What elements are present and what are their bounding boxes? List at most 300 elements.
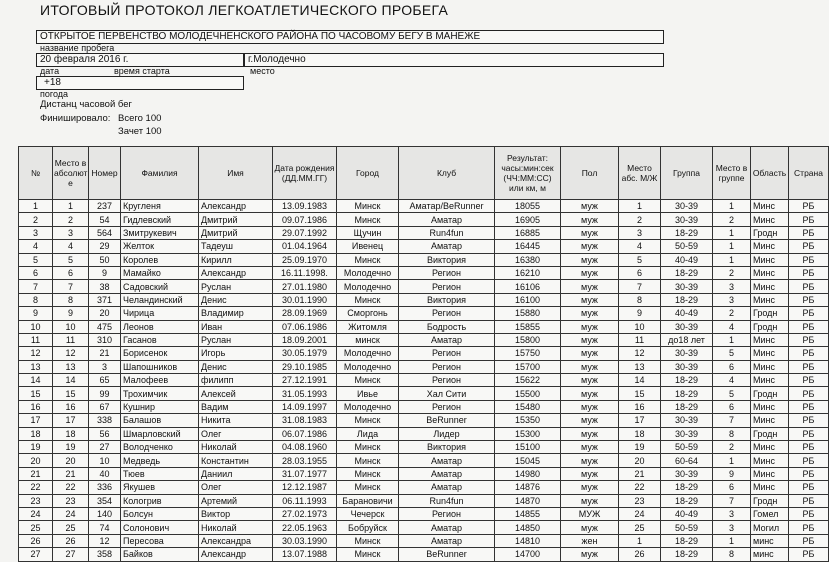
table-row: [19, 253, 829, 266]
city-cell: Лида: [337, 427, 399, 440]
age-group-cell: 18-29: [661, 400, 713, 413]
city-cell: Чечерск: [337, 507, 399, 520]
result-cell: 15500: [495, 387, 561, 400]
age-group-cell: 30-39: [661, 427, 713, 440]
abs-place-cell: 17: [53, 414, 89, 427]
age-group-cell: 30-39: [661, 280, 713, 293]
club-cell: Аматар: [399, 481, 495, 494]
place-label: место: [250, 66, 275, 76]
country-cell: РБ: [789, 427, 829, 440]
surname-cell: Пересова: [121, 534, 199, 547]
club-cell: Аматар/BeRunner: [399, 200, 495, 213]
event-name: ОТКРЫТОЕ ПЕРВЕНСТВО МОЛОДЕЧНЕНСКОГО РАЙОНА ПО ЧАСОВОМУ БЕГУ В МАНЕЖЕ: [40, 31, 481, 42]
country-cell: РБ: [789, 200, 829, 213]
birthdate-cell: 18.09.2001: [273, 333, 337, 346]
first-name-cell: Денис: [199, 360, 273, 373]
bib-cell: 65: [89, 374, 121, 387]
weather-label: погода: [40, 89, 69, 99]
bib-cell: 67: [89, 400, 121, 413]
group-place-cell: 3: [713, 280, 751, 293]
result-cell: 15480: [495, 400, 561, 413]
gender-place-cell: 3: [619, 226, 661, 239]
group-place-cell: 3: [713, 293, 751, 306]
table-row: [19, 293, 829, 306]
bib-cell: 371: [89, 293, 121, 306]
age-group-cell: 18-29: [661, 534, 713, 547]
club-cell: Аматар: [399, 213, 495, 226]
group-place-cell: 2: [713, 307, 751, 320]
gender-cell: муж: [561, 213, 619, 226]
club-cell: Регион: [399, 360, 495, 373]
gender-place-cell: 6: [619, 266, 661, 279]
row-number-cell: 27: [19, 548, 53, 561]
first-name-cell: Владимир: [199, 307, 273, 320]
gender-place-cell: 22: [619, 481, 661, 494]
gender-cell: муж: [561, 307, 619, 320]
club-cell: Аматар: [399, 467, 495, 480]
gender-cell: муж: [561, 481, 619, 494]
total-count: Всего 100: [118, 113, 162, 124]
gender-place-cell: 24: [619, 507, 661, 520]
table-row: [19, 347, 829, 360]
surname-cell: Солонович: [121, 521, 199, 534]
surname-cell: Кушнир: [121, 400, 199, 413]
country-cell: РБ: [789, 548, 829, 561]
abs-place-cell: 8: [53, 293, 89, 306]
table-row: [19, 414, 829, 427]
birthdate-cell: 09.07.1986: [273, 213, 337, 226]
city-cell: Барановичи: [337, 494, 399, 507]
gender-cell: МУЖ: [561, 507, 619, 520]
group-place-cell: 4: [713, 374, 751, 387]
surname-cell: Малофеев: [121, 374, 199, 387]
region-cell: Могил: [751, 521, 789, 534]
bib-cell: 10: [89, 454, 121, 467]
club-cell: Хал Сити: [399, 387, 495, 400]
col-header-birthdate: Дата рождения (ДД.ММ.ГГ): [273, 147, 337, 200]
birthdate-cell: 27.02.1973: [273, 507, 337, 520]
city-cell: Минск: [337, 374, 399, 387]
abs-place-cell: 11: [53, 333, 89, 346]
surname-cell: Болсун: [121, 507, 199, 520]
row-number-cell: 22: [19, 481, 53, 494]
surname-cell: Кругленя: [121, 200, 199, 213]
surname-cell: Борисенок: [121, 347, 199, 360]
first-name-cell: Тадеуш: [199, 240, 273, 253]
bib-cell: 54: [89, 213, 121, 226]
birthdate-cell: 30.01.1990: [273, 293, 337, 306]
country-cell: РБ: [789, 481, 829, 494]
group-place-cell: 7: [713, 414, 751, 427]
table-row: [19, 534, 829, 547]
bib-cell: 9: [89, 266, 121, 279]
city-cell: Ивье: [337, 387, 399, 400]
first-name-cell: Денис: [199, 293, 273, 306]
region-cell: Гродн: [751, 387, 789, 400]
col-header-group-place: Место в группе: [713, 147, 751, 200]
birthdate-cell: 29.07.1992: [273, 226, 337, 239]
first-name-cell: Александр: [199, 200, 273, 213]
table-row: [19, 494, 829, 507]
table-row: [19, 427, 829, 440]
result-cell: 14980: [495, 467, 561, 480]
gender-cell: муж: [561, 441, 619, 454]
first-name-cell: Константин: [199, 454, 273, 467]
age-group-cell: 30-39: [661, 467, 713, 480]
gender-cell: жен: [561, 534, 619, 547]
club-cell: Аматар: [399, 521, 495, 534]
result-cell: 14870: [495, 494, 561, 507]
age-group-cell: 30-39: [661, 213, 713, 226]
first-name-cell: Игорь: [199, 347, 273, 360]
region-cell: Гродн: [751, 226, 789, 239]
birthdate-cell: 13.07.1988: [273, 548, 337, 561]
bib-cell: 20: [89, 307, 121, 320]
gender-place-cell: 23: [619, 494, 661, 507]
country-cell: РБ: [789, 454, 829, 467]
gender-place-cell: 15: [619, 387, 661, 400]
first-name-cell: Иван: [199, 320, 273, 333]
gender-place-cell: 17: [619, 414, 661, 427]
age-group-cell: 18-29: [661, 226, 713, 239]
region-cell: Минс: [751, 333, 789, 346]
age-group-cell: 40-49: [661, 307, 713, 320]
region-cell: Минс: [751, 481, 789, 494]
region-cell: Минс: [751, 266, 789, 279]
age-group-cell: 50-59: [661, 441, 713, 454]
birthdate-cell: 28.09.1969: [273, 307, 337, 320]
club-cell: Виктория: [399, 441, 495, 454]
group-place-cell: 7: [713, 494, 751, 507]
club-cell: Регион: [399, 280, 495, 293]
table-row: [19, 374, 829, 387]
abs-place-cell: 20: [53, 454, 89, 467]
credited-count: Зачет 100: [118, 126, 162, 137]
gender-cell: муж: [561, 427, 619, 440]
row-number-cell: 5: [19, 253, 53, 266]
club-cell: BeRunner: [399, 414, 495, 427]
group-place-cell: 3: [713, 521, 751, 534]
row-number-cell: 11: [19, 333, 53, 346]
result-cell: 15350: [495, 414, 561, 427]
country-cell: РБ: [789, 414, 829, 427]
surname-cell: Садовский: [121, 280, 199, 293]
abs-place-cell: 19: [53, 441, 89, 454]
first-name-cell: Александр: [199, 548, 273, 561]
row-number-cell: 19: [19, 441, 53, 454]
group-place-cell: 1: [713, 240, 751, 253]
club-cell: Аматар: [399, 454, 495, 467]
city-cell: минск: [337, 333, 399, 346]
first-name-cell: Николай: [199, 441, 273, 454]
group-place-cell: 1: [713, 226, 751, 239]
club-cell: Регион: [399, 400, 495, 413]
club-cell: Аматар: [399, 333, 495, 346]
city-cell: Бобруйск: [337, 521, 399, 534]
row-number-cell: 1: [19, 200, 53, 213]
region-cell: Минс: [751, 253, 789, 266]
age-group-cell: 50-59: [661, 521, 713, 534]
city-cell: Житомля: [337, 320, 399, 333]
bib-cell: 475: [89, 320, 121, 333]
group-place-cell: 8: [713, 427, 751, 440]
surname-cell: Байков: [121, 548, 199, 561]
table-row: [19, 548, 829, 561]
first-name-cell: Николай: [199, 521, 273, 534]
country-cell: РБ: [789, 494, 829, 507]
birthdate-cell: 29.10.1985: [273, 360, 337, 373]
country-cell: РБ: [789, 320, 829, 333]
gender-cell: муж: [561, 387, 619, 400]
gender-cell: муж: [561, 414, 619, 427]
col-header-result: Результат: часы:мин:сек (ЧЧ:ММ:СС) или км, м: [495, 147, 561, 200]
date-box: [36, 53, 244, 67]
table-row: [19, 360, 829, 373]
age-group-cell: 18-29: [661, 266, 713, 279]
country-cell: РБ: [789, 253, 829, 266]
gender-cell: муж: [561, 266, 619, 279]
gender-place-cell: 11: [619, 333, 661, 346]
city-cell: Молодечно: [337, 280, 399, 293]
region-cell: Минс: [751, 240, 789, 253]
col-header-region: Область: [751, 147, 789, 200]
city-cell: Минск: [337, 200, 399, 213]
birthdate-cell: 27.01.1980: [273, 280, 337, 293]
gender-place-cell: 8: [619, 293, 661, 306]
country-cell: РБ: [789, 266, 829, 279]
gender-cell: муж: [561, 521, 619, 534]
result-cell: 14876: [495, 481, 561, 494]
gender-place-cell: 26: [619, 548, 661, 561]
club-cell: Виктория: [399, 293, 495, 306]
group-place-cell: 8: [713, 548, 751, 561]
group-place-cell: 1: [713, 200, 751, 213]
region-cell: минс: [751, 534, 789, 547]
row-number-cell: 10: [19, 320, 53, 333]
gender-cell: муж: [561, 400, 619, 413]
birthdate-cell: 06.11.1993: [273, 494, 337, 507]
bib-cell: 3: [89, 360, 121, 373]
distance-text: Дистанц часовой бег: [40, 99, 132, 110]
bib-cell: 74: [89, 521, 121, 534]
weather-box: [36, 76, 244, 90]
gender-cell: муж: [561, 548, 619, 561]
club-cell: Регион: [399, 347, 495, 360]
abs-place-cell: 3: [53, 226, 89, 239]
surname-cell: Гасанов: [121, 333, 199, 346]
club-cell: Виктория: [399, 253, 495, 266]
bib-cell: 358: [89, 548, 121, 561]
gender-cell: муж: [561, 333, 619, 346]
region-cell: Минс: [751, 374, 789, 387]
gender-place-cell: 1: [619, 200, 661, 213]
region-cell: Гродн: [751, 494, 789, 507]
abs-place-cell: 27: [53, 548, 89, 561]
result-cell: 16905: [495, 213, 561, 226]
abs-place-cell: 15: [53, 387, 89, 400]
surname-cell: Кологрив: [121, 494, 199, 507]
gender-cell: муж: [561, 240, 619, 253]
country-cell: РБ: [789, 507, 829, 520]
event-name-label: название пробега: [40, 43, 115, 53]
birthdate-cell: 04.08.1960: [273, 441, 337, 454]
table-row: [19, 333, 829, 346]
birthdate-cell: 30.05.1979: [273, 347, 337, 360]
surname-cell: Челандинский: [121, 293, 199, 306]
bib-cell: 99: [89, 387, 121, 400]
col-header-gender: Пол: [561, 147, 619, 200]
col-header-group: Группа: [661, 147, 713, 200]
result-cell: 14810: [495, 534, 561, 547]
row-number-cell: 26: [19, 534, 53, 547]
age-group-cell: 18-29: [661, 548, 713, 561]
gender-place-cell: 13: [619, 360, 661, 373]
abs-place-cell: 23: [53, 494, 89, 507]
col-header-city: Город: [337, 147, 399, 200]
group-place-cell: 2: [713, 213, 751, 226]
table-row: [19, 507, 829, 520]
bib-cell: 21: [89, 347, 121, 360]
group-place-cell: 4: [713, 320, 751, 333]
group-place-cell: 1: [713, 253, 751, 266]
group-place-cell: 5: [713, 387, 751, 400]
region-cell: Гродн: [751, 427, 789, 440]
first-name-cell: Виктор: [199, 507, 273, 520]
club-cell: Аматар: [399, 240, 495, 253]
city-cell: Минск: [337, 454, 399, 467]
gender-cell: муж: [561, 347, 619, 360]
birthdate-cell: 31.05.1993: [273, 387, 337, 400]
result-cell: 15300: [495, 427, 561, 440]
gender-place-cell: 9: [619, 307, 661, 320]
birthdate-cell: 06.07.1986: [273, 427, 337, 440]
first-name-cell: Никита: [199, 414, 273, 427]
age-group-cell: до18 лет: [661, 333, 713, 346]
club-cell: Регион: [399, 374, 495, 387]
table-row: [19, 266, 829, 279]
group-place-cell: 6: [713, 360, 751, 373]
birthdate-cell: 12.12.1987: [273, 481, 337, 494]
region-cell: Минс: [751, 360, 789, 373]
city-cell: Ивенец: [337, 240, 399, 253]
event-date: 20 февраля 2016 г.: [40, 54, 129, 65]
row-number-cell: 4: [19, 240, 53, 253]
surname-cell: Якушев: [121, 481, 199, 494]
age-group-cell: 18-29: [661, 293, 713, 306]
birthdate-cell: 13.09.1983: [273, 200, 337, 213]
bib-cell: 354: [89, 494, 121, 507]
surname-cell: Чирица: [121, 307, 199, 320]
birthdate-cell: 30.03.1990: [273, 534, 337, 547]
surname-cell: Трохимчик: [121, 387, 199, 400]
abs-place-cell: 1: [53, 200, 89, 213]
city-cell: Сморгонь: [337, 307, 399, 320]
surname-cell: Балашов: [121, 414, 199, 427]
result-cell: 16100: [495, 293, 561, 306]
birthdate-cell: 28.03.1955: [273, 454, 337, 467]
group-place-cell: 9: [713, 467, 751, 480]
start-time-label: время старта: [114, 66, 170, 76]
gender-place-cell: 5: [619, 253, 661, 266]
city-cell: Минск: [337, 548, 399, 561]
result-cell: 15800: [495, 333, 561, 346]
gender-place-cell: 10: [619, 320, 661, 333]
age-group-cell: 30-39: [661, 320, 713, 333]
first-name-cell: Олег: [199, 427, 273, 440]
first-name-cell: Кирилл: [199, 253, 273, 266]
first-name-cell: Руслан: [199, 280, 273, 293]
gender-cell: муж: [561, 280, 619, 293]
region-cell: Минс: [751, 347, 789, 360]
row-number-cell: 7: [19, 280, 53, 293]
row-number-cell: 8: [19, 293, 53, 306]
birthdate-cell: 22.05.1963: [273, 521, 337, 534]
city-cell: Минск: [337, 534, 399, 547]
region-cell: Минс: [751, 280, 789, 293]
bib-cell: 338: [89, 414, 121, 427]
city-cell: Щучин: [337, 226, 399, 239]
gender-place-cell: 25: [619, 521, 661, 534]
row-number-cell: 9: [19, 307, 53, 320]
row-number-cell: 15: [19, 387, 53, 400]
surname-cell: Володченко: [121, 441, 199, 454]
city-cell: Минск: [337, 414, 399, 427]
col-header-bib: Номер: [89, 147, 121, 200]
gender-cell: муж: [561, 454, 619, 467]
table-row: [19, 307, 829, 320]
table-row: [19, 387, 829, 400]
birthdate-cell: 14.09.1997: [273, 400, 337, 413]
birthdate-cell: 16.11.1998.: [273, 266, 337, 279]
group-place-cell: 6: [713, 481, 751, 494]
country-cell: РБ: [789, 213, 829, 226]
region-cell: Минс: [751, 200, 789, 213]
city-cell: Минск: [337, 293, 399, 306]
abs-place-cell: 22: [53, 481, 89, 494]
first-name-cell: Александр: [199, 266, 273, 279]
city-cell: Молодечно: [337, 266, 399, 279]
group-place-cell: 2: [713, 441, 751, 454]
result-cell: 15855: [495, 320, 561, 333]
age-group-cell: 50-59: [661, 240, 713, 253]
gender-place-cell: 1: [619, 534, 661, 547]
table-row: [19, 454, 829, 467]
table-row: [19, 400, 829, 413]
row-number-cell: 12: [19, 347, 53, 360]
abs-place-cell: 18: [53, 427, 89, 440]
club-cell: Аматар: [399, 534, 495, 547]
result-cell: 15700: [495, 360, 561, 373]
first-name-cell: Даниил: [199, 467, 273, 480]
region-cell: Минс: [751, 454, 789, 467]
gender-place-cell: 14: [619, 374, 661, 387]
city-cell: Минск: [337, 213, 399, 226]
region-cell: Гродн: [751, 320, 789, 333]
city-cell: Минск: [337, 467, 399, 480]
gender-cell: муж: [561, 467, 619, 480]
city-cell: Молодечно: [337, 347, 399, 360]
surname-cell: Змитрукевич: [121, 226, 199, 239]
results-table: [18, 146, 829, 562]
region-cell: Минс: [751, 441, 789, 454]
result-cell: 16885: [495, 226, 561, 239]
abs-place-cell: 12: [53, 347, 89, 360]
region-cell: Гродн: [751, 307, 789, 320]
country-cell: РБ: [789, 374, 829, 387]
gender-cell: муж: [561, 253, 619, 266]
group-place-cell: 1: [713, 454, 751, 467]
abs-place-cell: 5: [53, 253, 89, 266]
